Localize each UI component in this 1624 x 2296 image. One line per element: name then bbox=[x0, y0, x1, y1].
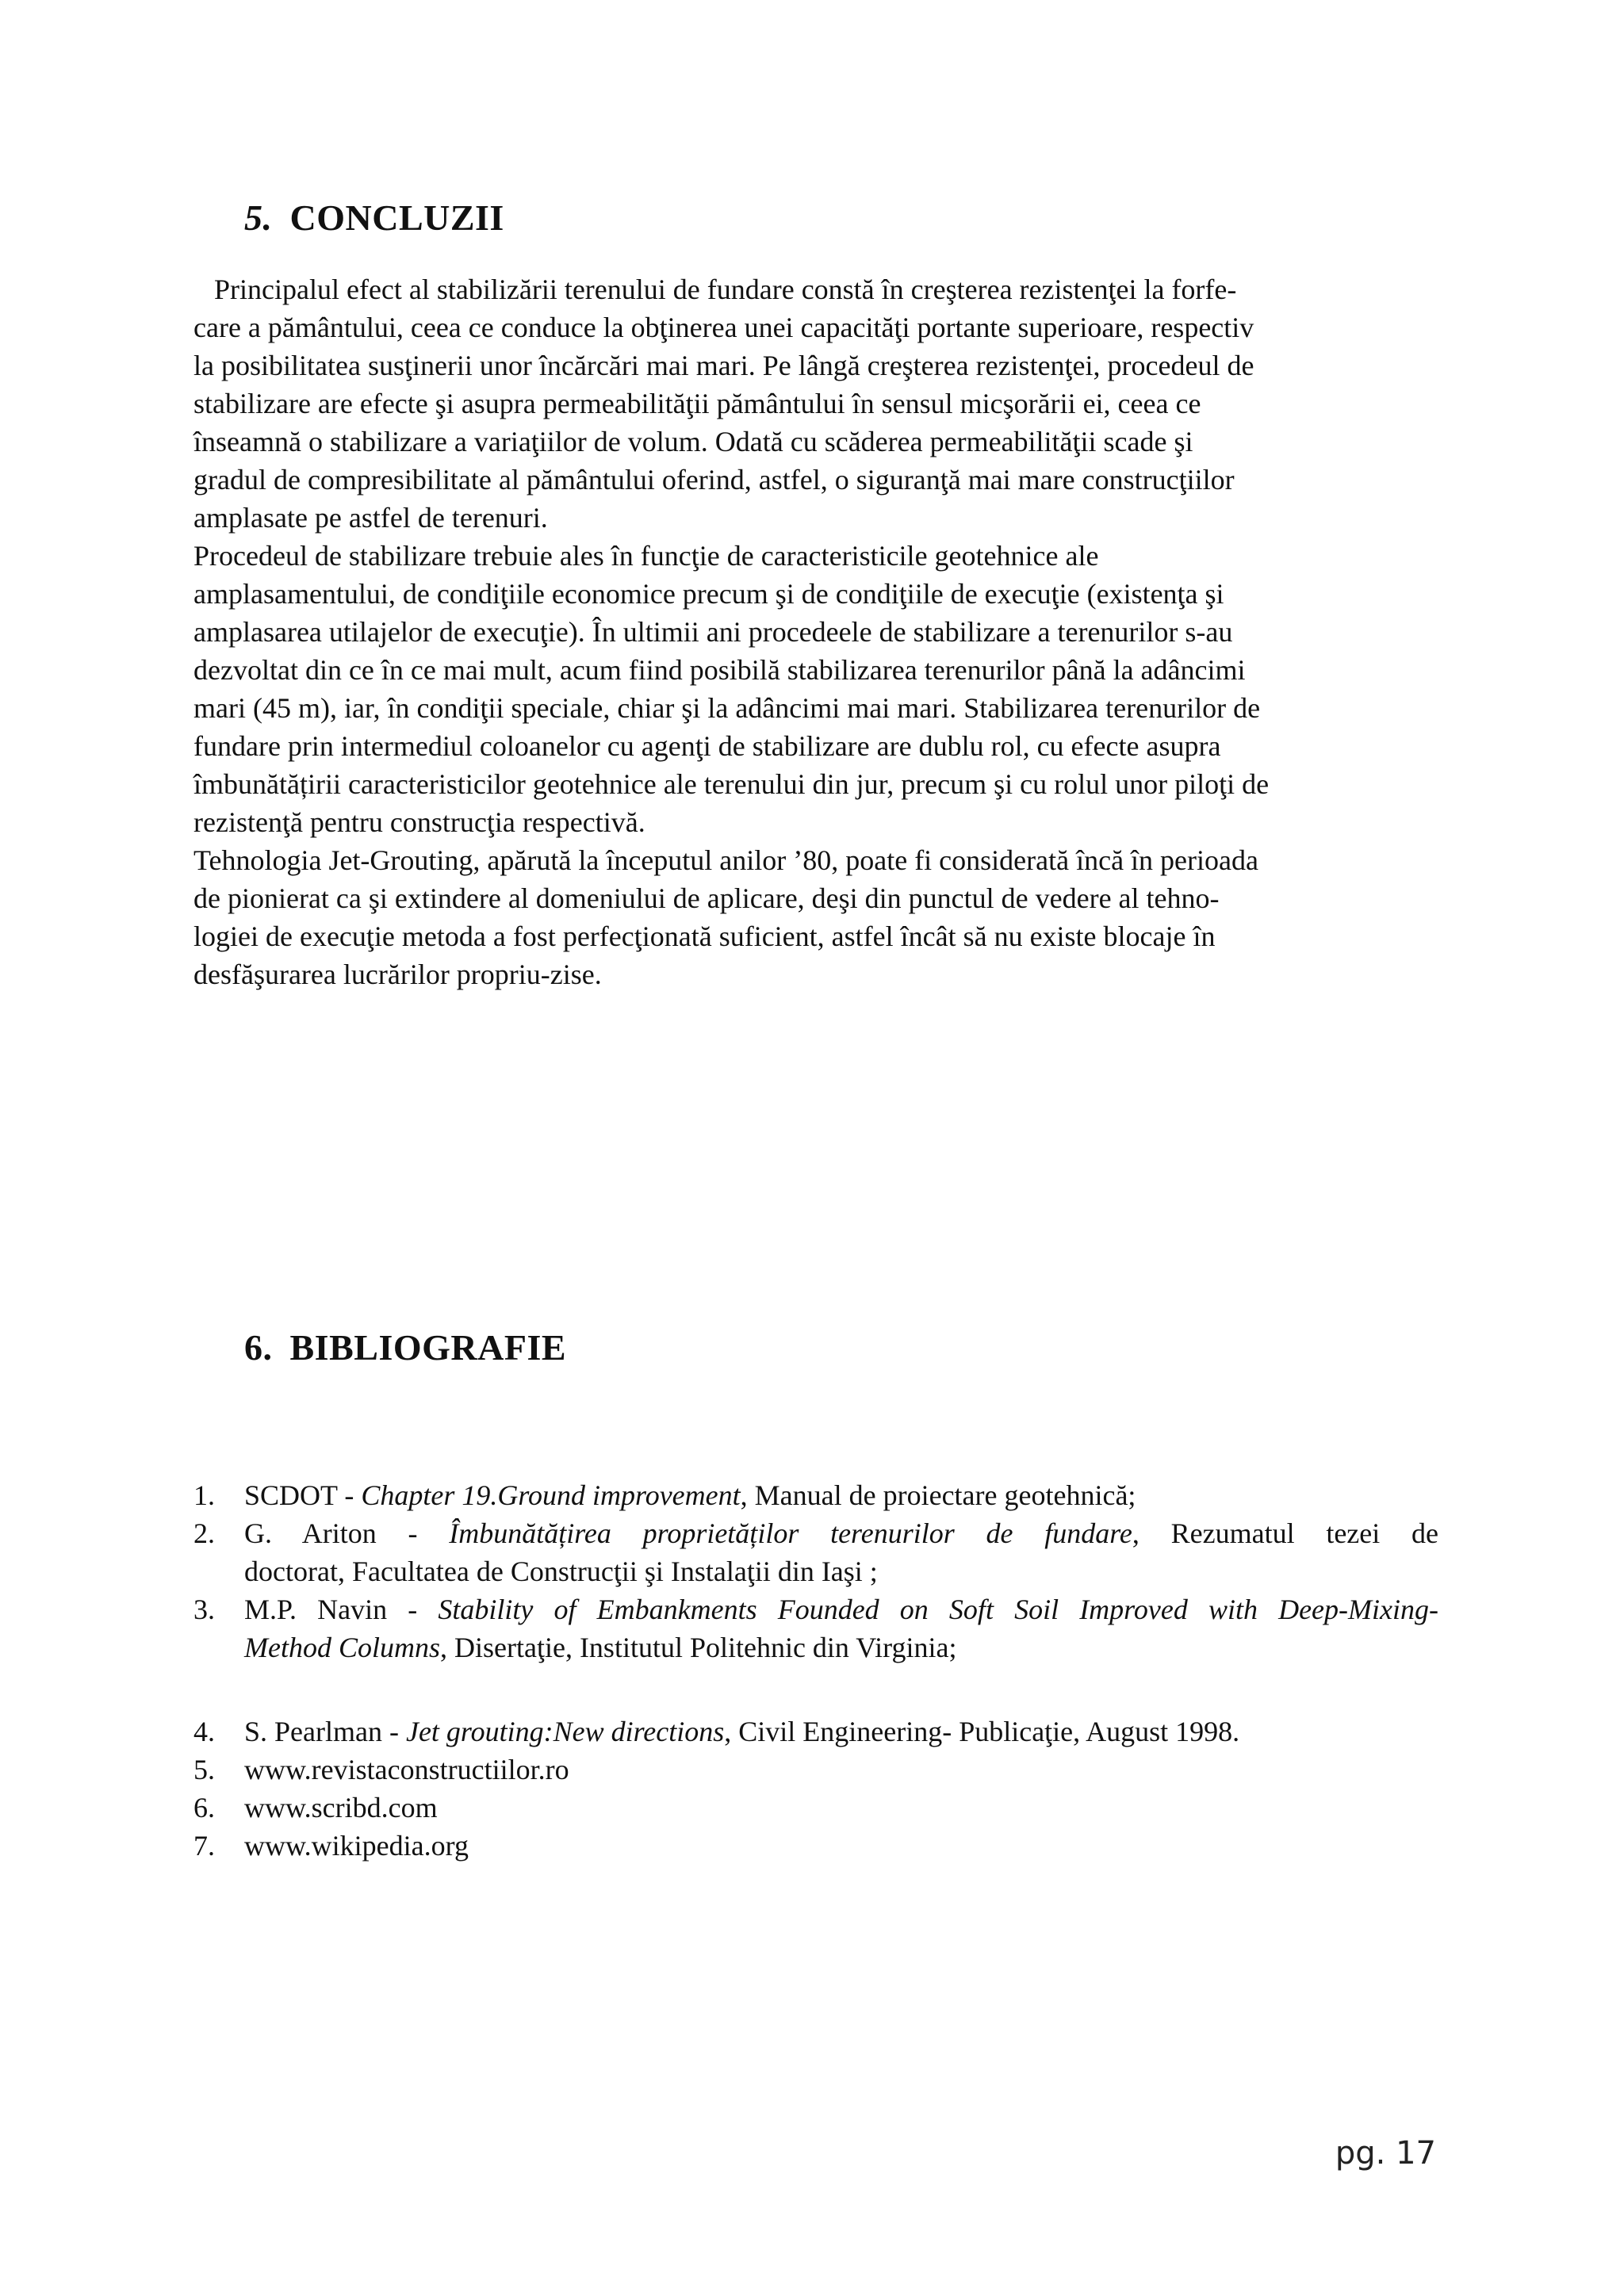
bibliography-item bbox=[193, 1476, 1438, 1514]
item-number: 4. bbox=[193, 1716, 215, 1747]
item-number: 1. bbox=[193, 1479, 215, 1511]
item-number: 3. bbox=[193, 1594, 215, 1625]
item-text-continued bbox=[244, 1628, 1438, 1667]
conclusion-paragraph-2 bbox=[193, 537, 1431, 841]
bibliography-list bbox=[193, 1476, 1438, 1667]
item-author: G. Ariton - bbox=[244, 1517, 450, 1549]
item-work-title: Stability of Embankments Founded on Soft Soil Improved with Deep-Mixing- bbox=[438, 1594, 1438, 1625]
text-line: de pionierat ca şi extindere al domeniului de aplicare, deşi din punctul de vedere al tehno- bbox=[193, 882, 1220, 914]
text-line: gradul de compresibilitate al pământului oferind, astfel, o siguranţă mai mare construcţiilor bbox=[193, 464, 1235, 496]
bibliography-item bbox=[193, 1789, 1438, 1827]
text-line: amplasarea utilajelor de execuţie). În ultimii ani procedeele de stabilizare a terenurilor s-au bbox=[193, 616, 1233, 648]
text-line: Principalul efect al stabilizării terenului de fundare constă în creşterea rezistenţei la forfe- bbox=[214, 274, 1237, 305]
bibliography-item bbox=[193, 1751, 1438, 1789]
section-heading-bibliografie bbox=[244, 1326, 566, 1368]
item-number: 7. bbox=[193, 1830, 215, 1862]
section-title: CONCLUZII bbox=[289, 197, 504, 238]
item-text bbox=[244, 1514, 1438, 1552]
item-url: www.revistaconstructiilor.ro bbox=[244, 1754, 569, 1785]
item-number: 5. bbox=[193, 1754, 215, 1785]
item-details: , Civil Engineering- Publicaţie, August 1998. bbox=[724, 1716, 1240, 1747]
conclusion-paragraph-3 bbox=[193, 841, 1431, 993]
section-number: 5. bbox=[244, 197, 273, 238]
text-line: desfăşurarea lucrărilor propriu-zise. bbox=[193, 959, 602, 990]
section-title: BIBLIOGRAFIE bbox=[289, 1327, 567, 1368]
bibliography-list-continued bbox=[193, 1712, 1438, 1865]
text-line: fundare prin intermediul coloanelor cu agenţi de stabilizare are dublu rol, cu efecte asupra bbox=[193, 730, 1221, 762]
page-number: pg. 17 bbox=[1335, 2135, 1436, 2172]
item-details: , Manual de proiectare geotehnică; bbox=[740, 1479, 1136, 1511]
item-text bbox=[244, 1476, 1438, 1514]
text-line: stabilizare are efecte şi asupra permeabilităţii pământului în sensul micşorării ei, ceea ce bbox=[193, 388, 1201, 419]
bibliography-item bbox=[193, 1514, 1438, 1590]
text-line: amplasamentului, de condiţiile economice precum şi de condiţiile de execuţie (existenţa şi bbox=[193, 578, 1224, 610]
item-text bbox=[244, 1712, 1438, 1751]
item-work-title: Jet grouting:New directions bbox=[405, 1716, 725, 1747]
item-work-title: Chapter 19.Ground improvement bbox=[361, 1479, 741, 1511]
item-author: M.P. Navin - bbox=[244, 1594, 439, 1625]
bibliography-item bbox=[193, 1712, 1438, 1751]
section-heading-concluzii bbox=[244, 197, 504, 239]
text-line: îmbunătățirii caracteristicilor geotehnice ale terenului din jur, precum şi cu rolul unor piloţi de bbox=[193, 768, 1270, 800]
item-text bbox=[244, 1590, 1438, 1628]
item-work-title: Îmbunătățirea proprietăților terenurilor de fundare bbox=[449, 1517, 1132, 1549]
text-line: logiei de execuţie metoda a fost perfecţionată suficient, astfel încât să nu existe blocaje în bbox=[193, 920, 1216, 952]
item-number: 6. bbox=[193, 1792, 215, 1823]
bibliography-item bbox=[193, 1827, 1438, 1865]
item-details: , Disertaţie, Institutul Politehnic din Virginia; bbox=[440, 1632, 957, 1663]
text-line: Procedeul de stabilizare trebuie ales în funcţie de caracteristicile geotehnice ale bbox=[193, 540, 1099, 572]
item-number: 2. bbox=[193, 1517, 215, 1549]
text-line: la posibilitatea susţinerii unor încărcări mai mari. Pe lângă creşterea rezistenţei, procedeul de bbox=[193, 350, 1254, 381]
conclusion-paragraph-1 bbox=[193, 270, 1431, 537]
item-work-title-continued: Method Columns bbox=[244, 1632, 440, 1663]
item-text-continued: doctorat, Facultatea de Construcţii şi Instalaţii din Iaşi ; bbox=[244, 1556, 878, 1587]
text-line: dezvoltat din ce în ce mai mult, acum fiind posibilă stabilizarea terenurilor până la adâncimi bbox=[193, 654, 1246, 686]
bibliography-item bbox=[193, 1590, 1438, 1667]
text-line: care a pământului, ceea ce conduce la obţinerea unei capacităţi portante superioare, respectiv bbox=[193, 312, 1254, 343]
text-line: amplasate pe astfel de terenuri. bbox=[193, 502, 548, 534]
text-line: rezistenţă pentru construcţia respectivă. bbox=[193, 806, 645, 838]
item-url: www.wikipedia.org bbox=[244, 1830, 469, 1862]
item-details: , Rezumatul tezei de bbox=[1132, 1517, 1438, 1549]
item-author: SCDOT - bbox=[244, 1479, 362, 1511]
item-author: S. Pearlman - bbox=[244, 1716, 406, 1747]
item-url: www.scribd.com bbox=[244, 1792, 438, 1823]
text-line: Tehnologia Jet-Grouting, apărută la începutul anilor ’80, poate fi considerată încă în perioada bbox=[193, 844, 1258, 876]
text-line: înseamnă o stabilizare a variaţiilor de volum. Odată cu scăderea permeabilităţii scade şi bbox=[193, 426, 1193, 457]
text-line: mari (45 m), iar, în condiţii speciale, chiar şi la adâncimi mai mari. Stabilizarea terenurilor de bbox=[193, 692, 1261, 724]
section-number: 6. bbox=[244, 1327, 273, 1368]
